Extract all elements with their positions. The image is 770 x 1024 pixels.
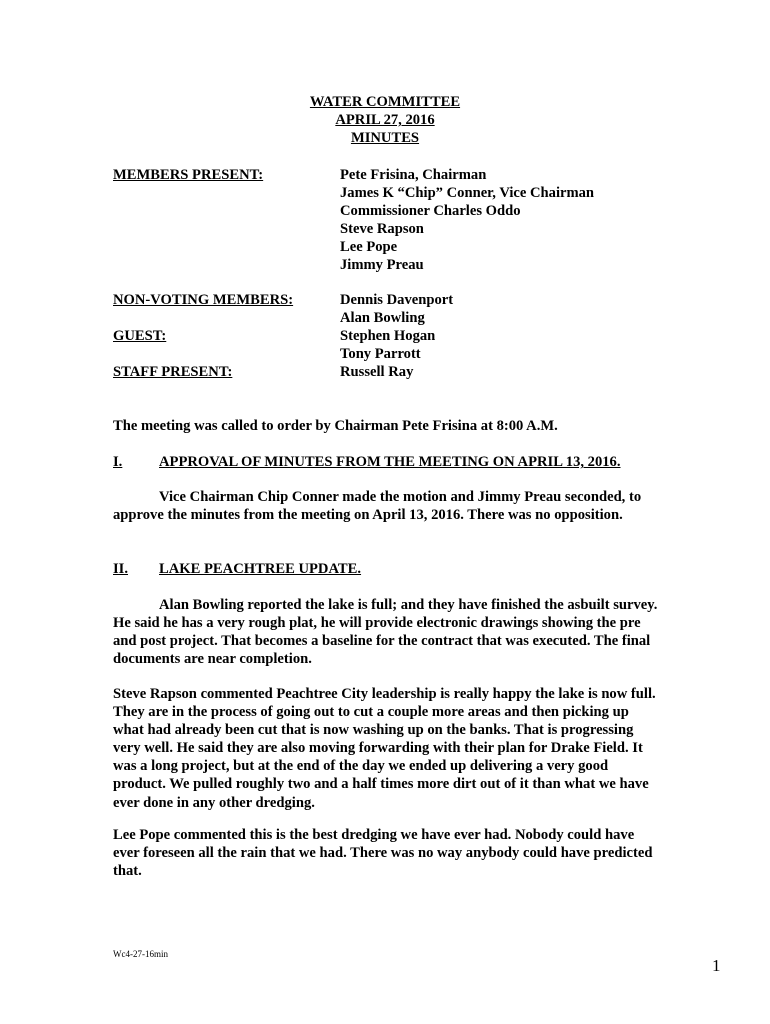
member-name: Pete Frisina, Chairman	[340, 167, 487, 183]
non-voting-name: Alan Bowling	[340, 310, 425, 326]
meeting-date: APRIL 27, 2016	[335, 112, 435, 128]
section-heading: APPROVAL OF MINUTES FROM THE MEETING ON APRIL 13, 2016.	[159, 454, 621, 470]
staff-name: Russell Ray	[340, 364, 414, 380]
member-name: James K “Chip” Conner, Vice Chairman	[340, 185, 595, 201]
staff-present-label: STAFF PRESENT:	[113, 364, 233, 380]
committee-title: WATER COMMITTEE	[309, 94, 461, 110]
non-voting-label: NON-VOTING MEMBERS:	[113, 292, 294, 308]
call-to-order: The meeting was called to order by Chairman Pete Frisina at 8:00 A.M.	[113, 418, 558, 434]
section-paragraph: Vice Chairman Chip Conner made the motion and Jimmy Preau seconded, to approve the minutes from the meeting on April 13, 2016. There was no opposition.	[113, 489, 642, 524]
section-paragraph: Lee Pope commented this is the best dredging we have ever had. Nobody could have ever foreseen all the rain that we had. There was no way anybody could have predicted that.	[113, 827, 653, 880]
section-number: I.	[113, 454, 123, 470]
members-present-label: MEMBERS PRESENT:	[113, 167, 264, 183]
guest-name: Stephen Hogan	[340, 328, 436, 344]
member-name: Commissioner Charles Oddo	[340, 203, 521, 219]
non-voting-name: Dennis Davenport	[340, 292, 454, 308]
document-code: Wc4-27-16min	[113, 949, 168, 959]
section-paragraph: Alan Bowling reported the lake is full; and they have finished the asbuilt survey. He said he has a very rough plat, he will provide electronic drawings showing the pre and post project. That becomes a baseline for the contract that was executed. The final documents are near completion.	[113, 597, 658, 668]
guest-label: GUEST:	[113, 328, 167, 344]
section-paragraph: Steve Rapson commented Peachtree City leadership is really happy the lake is now full. They are in the process of going out to cut a couple more areas and then picking up what had already been cut that is now washing up on the banks. That is progressing very well. He said they are also moving forwarding with their plan for Drake Field. It was a long project, but at the end of the day we ended up delivering a very good product. We pulled roughly two and a half times more dirt out of it than what we have ever done in any other dredging.	[113, 686, 656, 811]
member-name: Steve Rapson	[340, 221, 424, 237]
guest-name: Tony Parrott	[340, 346, 421, 362]
page-number: 1	[712, 956, 721, 975]
minutes-title: MINUTES	[350, 130, 420, 146]
section-number: II.	[113, 561, 129, 577]
member-name: Jimmy Preau	[340, 257, 424, 273]
section-heading: LAKE PEACHTREE UPDATE.	[159, 561, 362, 577]
member-name: Lee Pope	[340, 239, 398, 255]
